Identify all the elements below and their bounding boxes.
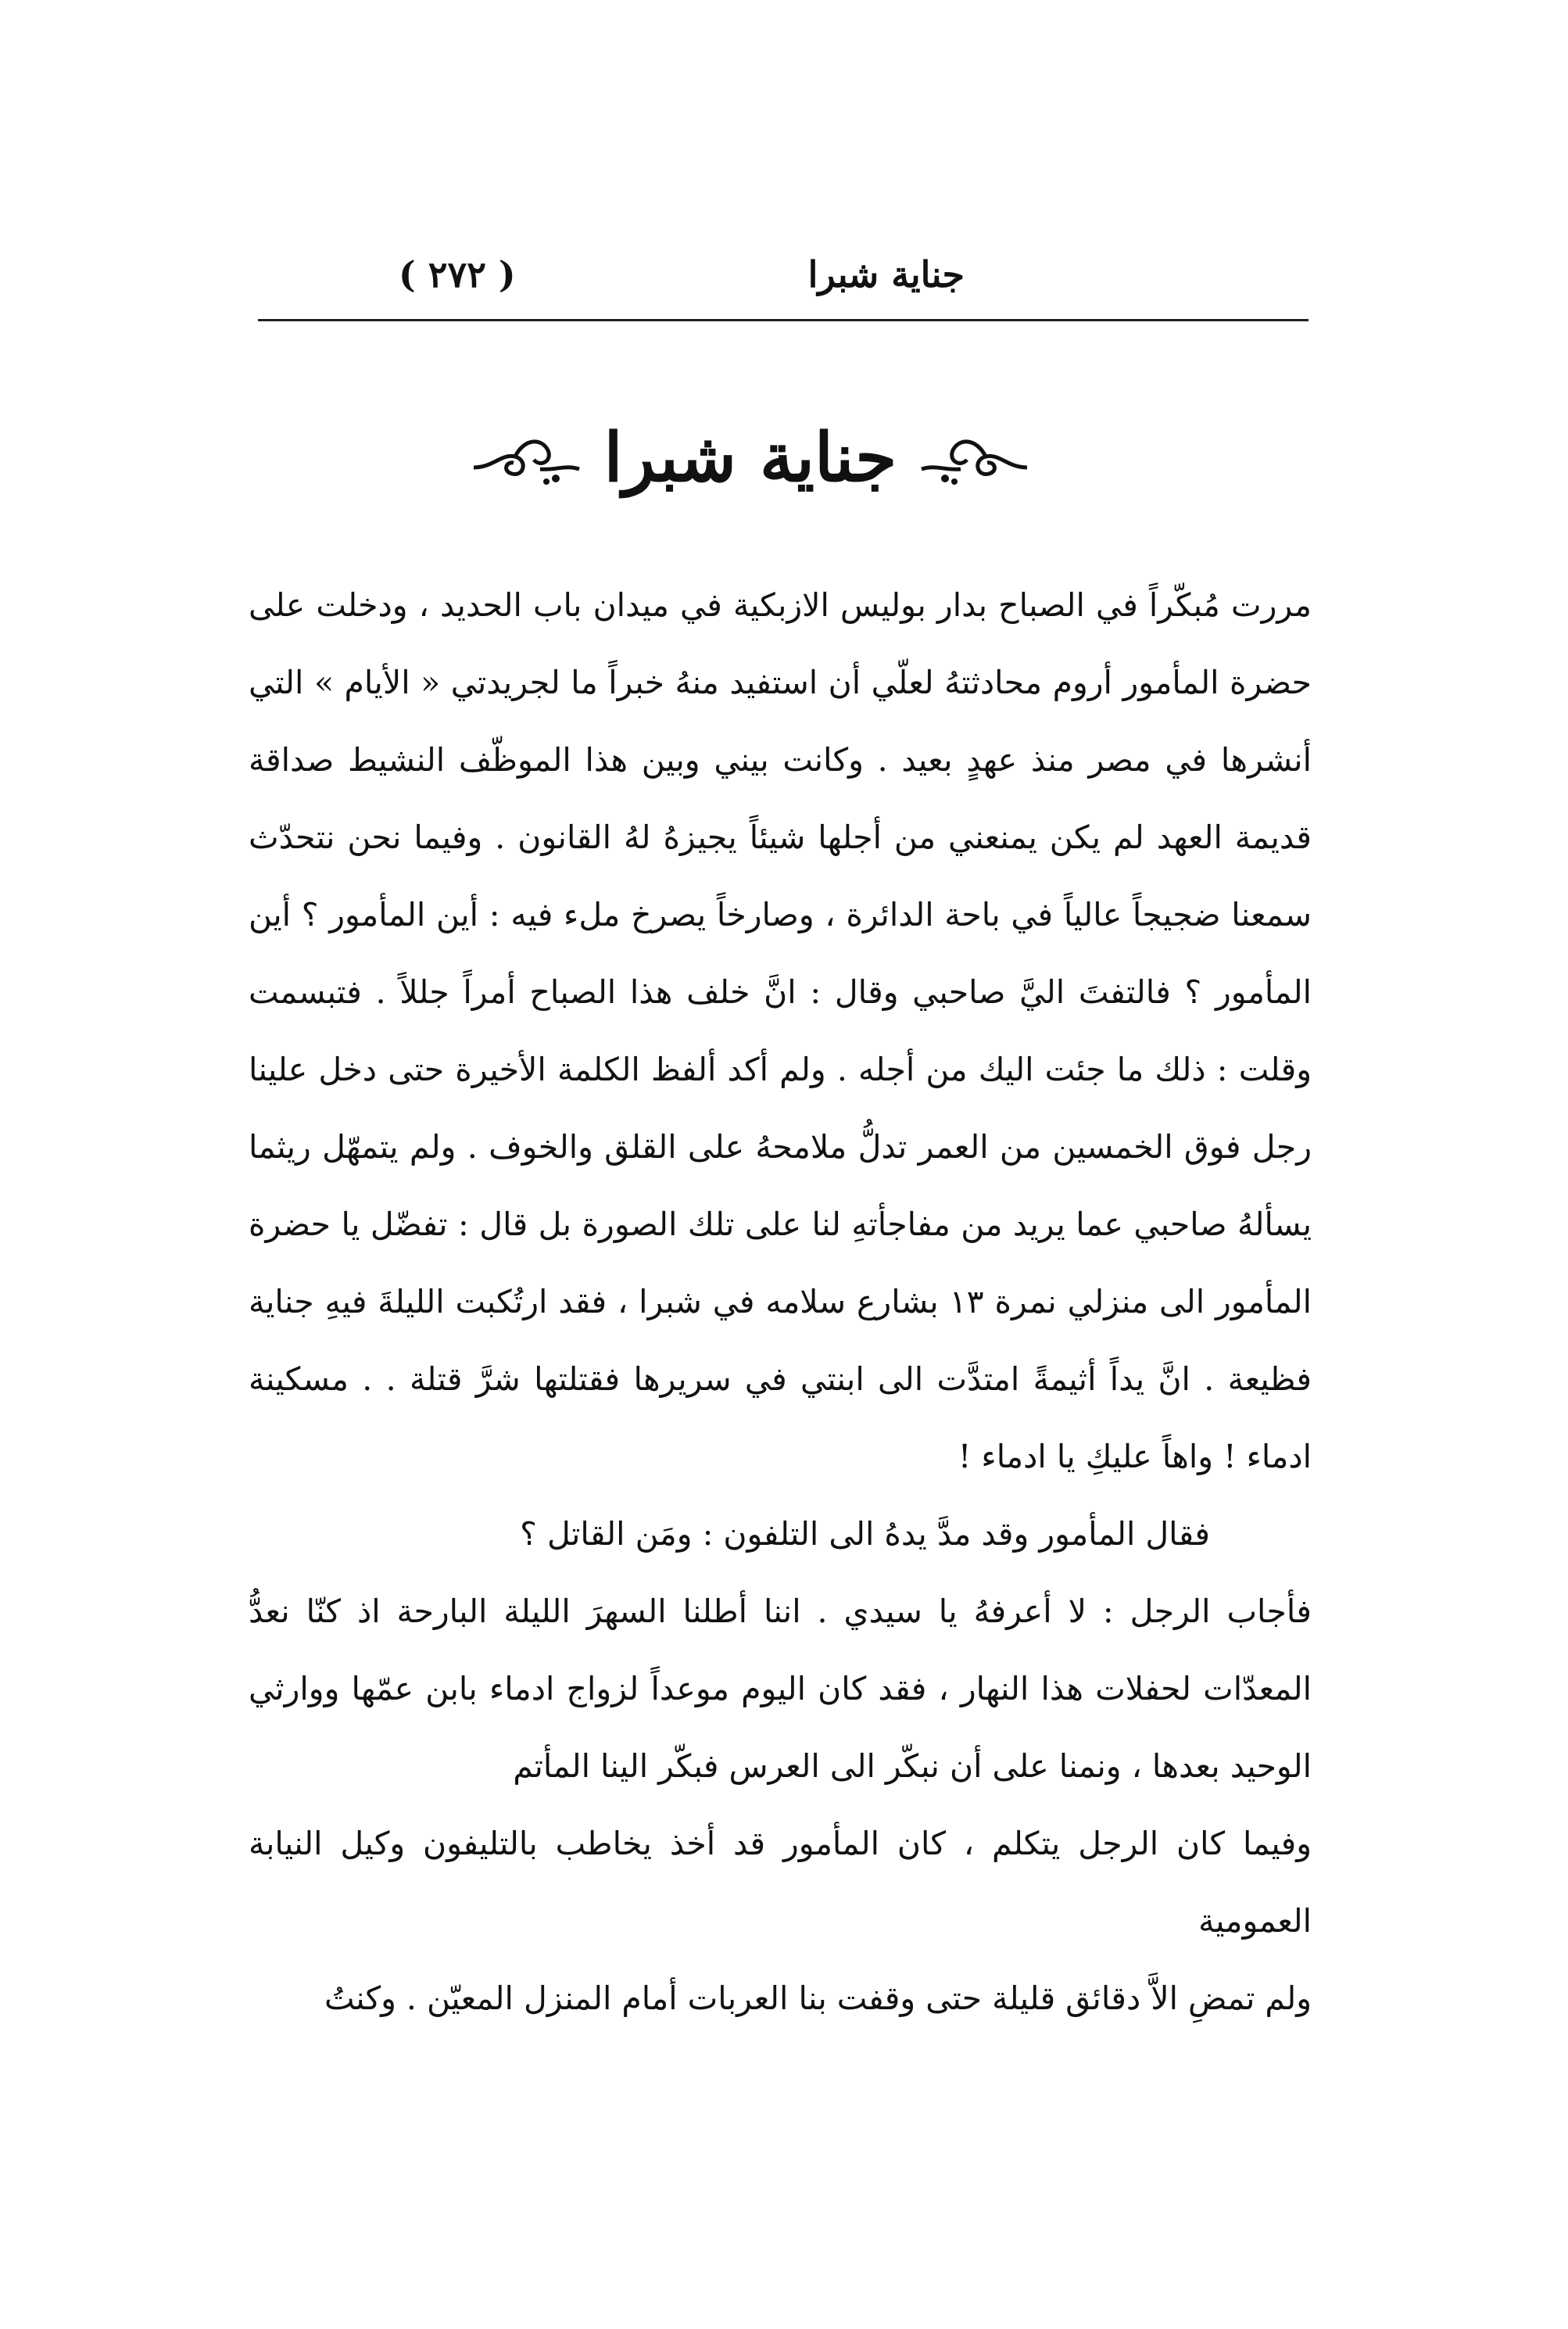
paragraph: فقال المأمور وقد مدَّ يدهُ الى التلفون : ومَن القاتل ؟: [520, 1515, 1210, 1553]
page-number: ( ٢٧٢ ): [399, 253, 516, 296]
running-title: جناية شبرا: [807, 253, 965, 296]
floral-ornament-icon: [914, 422, 1031, 493]
chapter-title-block: [438, 395, 1063, 520]
chapter-title: جناية شبرا: [603, 417, 897, 497]
floral-ornament-icon: [470, 422, 587, 493]
paragraph: وفيما كان الرجل يتكلم ، كان المأمور قد أخذ يخاطب بالتليفون وكيل النيابة العمومية: [249, 1825, 1312, 1940]
paragraph: فأجاب الرجل : لا أعرفهُ يا سيدي . اننا أطلنا السهرَ الليلة البارحة اذ كنّا نعدُّ المعدّات لحفلات هذا النهار ، فقد كان اليوم موعداً لزواج ادماء بابن عمّها ووارثي الوحيد بعدها ، ونمنا على أن نبكّر الى العرس فبكّر الينا المأتم: [249, 1593, 1312, 1785]
paragraph: مررت مُبكّراً في الصباح بدار بوليس الازبكية في ميدان باب الحديد ، ودخلت على حضرة المأمور أروم محادثتهُ لعلّي أن استفيد منهُ خبراً ما لجريدتي « الأيام » التي أنشرها في مصر منذ عهدٍ بعيد . وكانت بيني وبين هذا الموظّف النشيط صداقة قديمة العهد لم يكن يمنعني من أجلها شيئاً يجيزهُ لهُ القانون . وفيما نحن نتحدّث سمعنا ضجيجاً عالياً في باحة الدائرة ، وصارخاً يصرخ ملء فيه : أين المأمور ؟ أين المأمور ؟ فالتفتَ اليَّ صاحبي وقال : انَّ خلف هذا الصباح أمراً جللاً . فتبسمت وقلت : ذلك ما جئت اليك من أجله . ولم أكد ألفظ الكلمة الأخيرة حتى دخل علينا رجل فوق الخمسين من العمر تدلُّ ملامحهُ على القلق والخوف . ولم يتمهّل ريثما يسألهُ صاحبي عما يريد من مفاجأتهِ لنا على تلك الصورة بل قال : تفضّل يا حضرة المأمور الى منزلي نمرة ١٣ بشارع سلامه في شبرا ، فقد ارتُكبت الليلةَ فيهِ جناية فظيعة . انَّ يداً أثيمةً امتدَّت الى ابنتي في سريرها فقتلتها شرَّ قتلة . . مسكينة ادماء ! واهاً عليكِ يا ادماء !: [249, 586, 1312, 1475]
paragraph: ولم تمضِ الاَّ دقائق قليلة حتى وقفت بنا العربات أمام المنزل المعيّن . وكنتُ: [324, 1980, 1312, 2017]
body-text: [249, 567, 1312, 2037]
running-header: [258, 249, 1308, 321]
